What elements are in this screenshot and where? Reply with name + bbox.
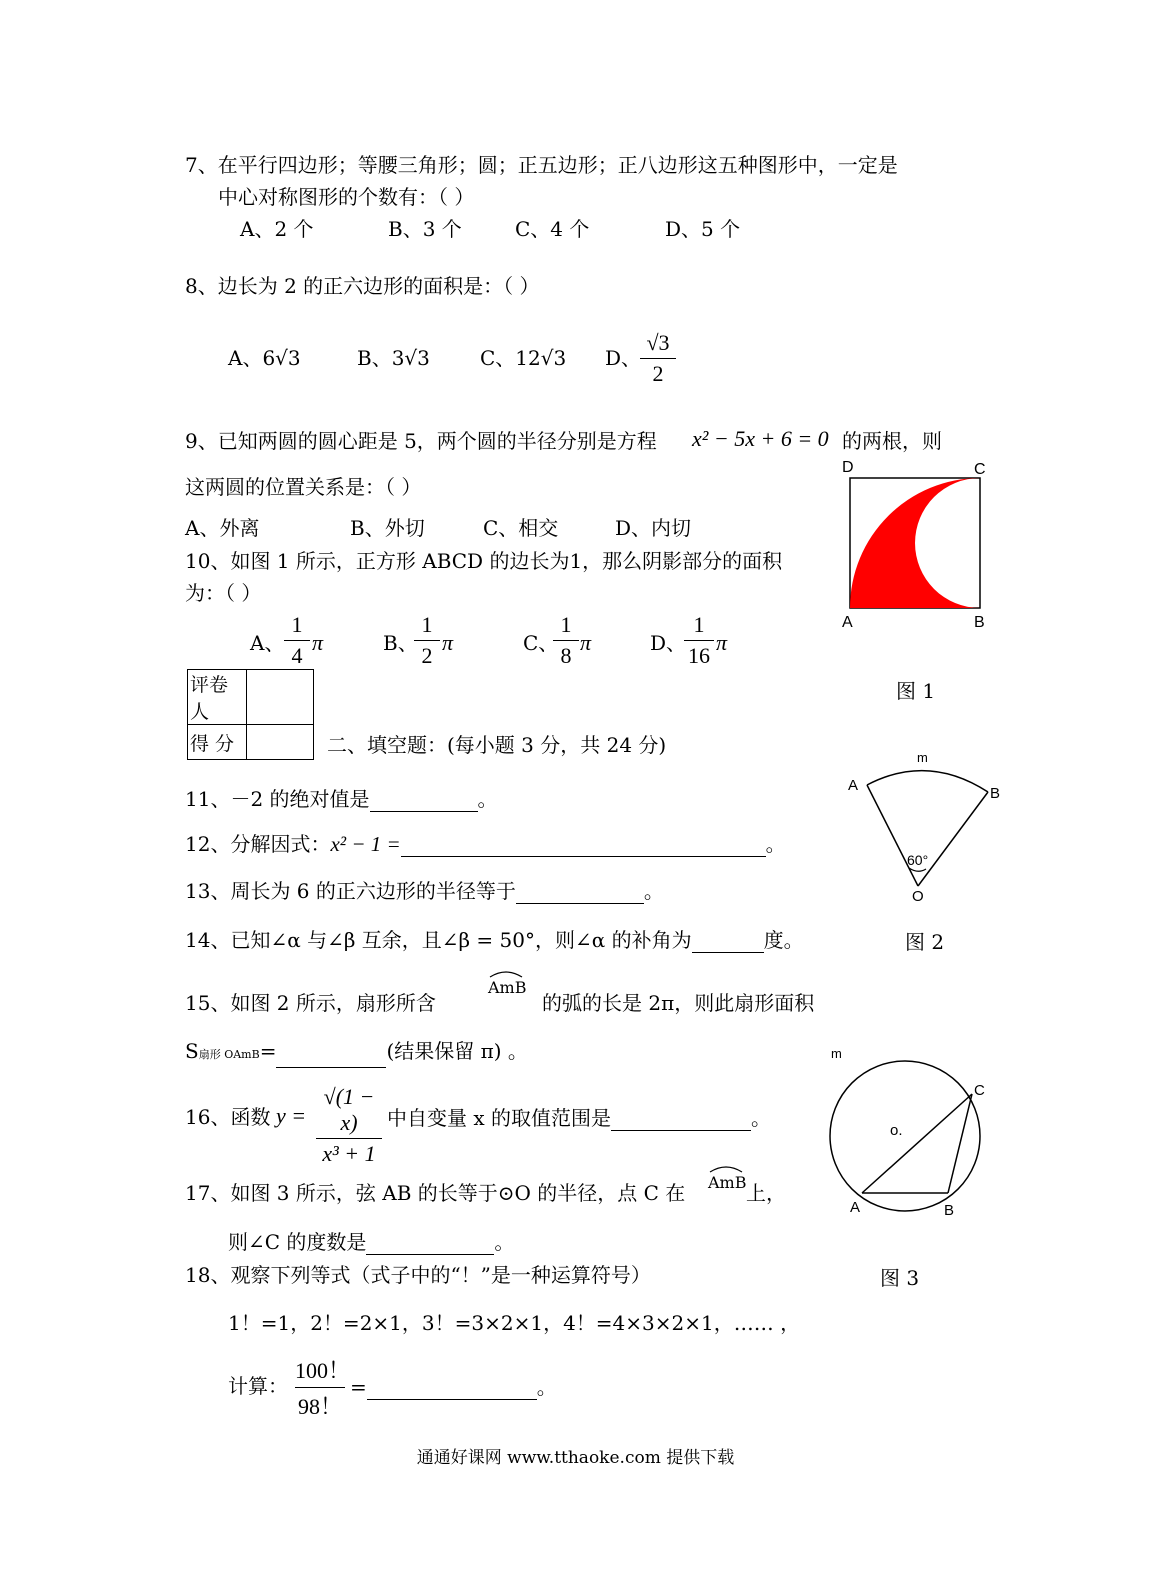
q11-answer-blank[interactable]: [370, 785, 478, 812]
fig2-label-b: B: [990, 785, 1001, 802]
q8-option-d-numerator: √3: [646, 330, 670, 355]
q16-suffix: 。: [751, 1106, 771, 1130]
fig2-radius-ob: [918, 792, 988, 886]
q9-option-c: C、相交: [483, 516, 559, 540]
score-table-grader-cell[interactable]: [247, 670, 314, 725]
q18-suffix: 。: [536, 1375, 557, 1399]
q14-suffix: 度。: [763, 928, 804, 952]
q18-eq: =: [350, 1375, 367, 1399]
figure-2-sector: [840, 748, 1015, 908]
score-table: [187, 669, 314, 760]
q18-denominator: 98！: [297, 1394, 342, 1419]
fig3-label-m: m: [831, 1046, 842, 1061]
q10-option-c-denominator: 8: [560, 643, 572, 668]
q18-line2: 1！=1，2！=2×1，3！=3×2×1，4！=4×3×2×1，…… ，: [228, 1311, 801, 1335]
q10-option-c-pi: π: [580, 630, 592, 655]
q18-fraction: [295, 1354, 351, 1421]
q18-answer-blank[interactable]: [367, 1373, 537, 1400]
fig1-label-d: D: [842, 459, 854, 476]
q16-prefix: 16、函数: [185, 1105, 271, 1129]
q18-numerator: 100！: [295, 1358, 351, 1383]
q9-line1a: 9、已知两圆的圆心距是 5，两个圆的半径分别是方程: [185, 429, 657, 453]
q18-line1: 18、观察下列等式（式子中的“！”是一种运算符号）: [185, 1263, 651, 1287]
fig2-angle-mark: [909, 868, 926, 871]
q17-arc-label: [708, 1170, 746, 1196]
fig1-label-b: B: [974, 614, 985, 631]
q10-option-c-fraction: [553, 612, 579, 669]
score-table-score-cell[interactable]: [247, 725, 314, 760]
figure-2-caption: 图 2: [905, 930, 945, 954]
q13-text: 13、周长为 6 的正六边形的半径等于: [185, 879, 516, 903]
q16-fraction: [316, 1084, 382, 1167]
q16-rest: [387, 1104, 771, 1131]
q15-arc-label: [488, 975, 526, 1001]
page-footer: 通通好课网 www.tthaoke.com 提供下载: [416, 1448, 735, 1468]
q10-option-d-label: D、: [650, 631, 687, 655]
q17-suffix: 。: [494, 1230, 515, 1254]
q15-arc-symbol: [488, 970, 524, 978]
q14: [185, 926, 804, 953]
q15-s: S: [185, 1039, 199, 1063]
q10-option-c-label: C、: [523, 631, 559, 655]
q14-text: 14、已知∠α 与∠β 互余，且∠β = 50°，则∠α 的补角为: [185, 928, 692, 952]
q10-option-c-numerator: 1: [560, 612, 572, 637]
q10-option-a-denominator: 4: [291, 643, 303, 668]
q10-option-d-pi: π: [716, 630, 728, 655]
q8-stem: 8、边长为 2 的正六边形的面积是：（ ）: [185, 274, 540, 298]
q10-line2: 为：（ ）: [185, 581, 262, 605]
q10-option-a-fraction: [284, 612, 310, 669]
figure-1-square: [835, 455, 1005, 635]
fig3-label-c: C: [974, 1082, 985, 1099]
q15-answer-blank[interactable]: [276, 1041, 386, 1068]
q15-subscript: 扇形 OAmB: [198, 1048, 260, 1061]
q16-answer-blank[interactable]: [611, 1104, 751, 1131]
score-table-score-label: 得 分: [188, 725, 247, 760]
q14-answer-blank[interactable]: [692, 926, 764, 953]
q8-option-d-denominator: 2: [652, 361, 664, 386]
fig1-label-a: A: [842, 614, 853, 631]
fig2-angle-label: 60°: [907, 852, 929, 868]
q17-line2-text: 则∠C 的度数是: [228, 1230, 367, 1254]
q10-option-a-label: A、: [250, 631, 285, 655]
q7-option-c: C、4 个: [515, 217, 590, 241]
q9-option-b: B、外切: [350, 516, 425, 540]
figure-3-circle: [818, 1040, 1018, 1225]
q7-option-d: D、5 个: [665, 217, 741, 241]
q7-option-b: B、3 个: [388, 217, 462, 241]
fig3-label-a: A: [850, 1199, 861, 1216]
q9-option-d: D、内切: [615, 516, 692, 540]
q15-line2: [185, 1038, 528, 1068]
q10-option-d-fraction: [684, 612, 714, 669]
q15-line1b: 的弧的长是 2π，则此扇形面积: [542, 991, 815, 1015]
q10-option-b-pi: π: [442, 630, 454, 655]
q8-option-c: C、12√3: [480, 346, 567, 370]
q10-option-b-numerator: 1: [421, 612, 433, 637]
q11: [185, 785, 498, 812]
q17-line2: [228, 1228, 514, 1255]
fig2-label-a: A: [848, 777, 859, 794]
q18-calc-label: 计算：: [228, 1374, 288, 1398]
q11-text: 11、－2 的绝对值是: [185, 787, 370, 811]
fig1-shaded-region: [850, 478, 980, 608]
q7-option-a: A、2 个: [240, 217, 314, 241]
q12-answer-blank[interactable]: [401, 830, 766, 857]
figure-3-caption: 图 3: [880, 1266, 920, 1290]
fig1-label-c: C: [974, 461, 986, 478]
q10-option-d-denominator: 16: [688, 643, 710, 668]
q10-option-b-label: B、: [383, 631, 418, 655]
q10-option-d-numerator: 1: [693, 612, 705, 637]
q16-lhs: y =: [276, 1103, 307, 1128]
q7-line1: 7、在平行四边形；等腰三角形；圆；正五边形；正八边形这五种图形中，一定是: [185, 153, 898, 177]
q9-option-a: A、外离: [185, 516, 260, 540]
q7-line2: 中心对称图形的个数有：（ ）: [218, 185, 475, 209]
q13-suffix: 。: [643, 879, 664, 903]
q15-arc-text: AmB: [488, 978, 527, 997]
q9-line1b: 的两根，则: [842, 429, 942, 453]
q10-option-a-pi: π: [312, 630, 324, 655]
q17-line1b: 上，: [746, 1181, 786, 1205]
fig3-chord-ac: [862, 1094, 972, 1193]
fig2-radius-oa: [867, 785, 918, 886]
q10-line1: 10、如图 1 所示，正方形 ABCD 的边长为1，那么阴影部分的面积: [185, 549, 783, 573]
q12: [185, 830, 786, 857]
q15-eq: =: [259, 1039, 277, 1063]
q15-line1a: 15、如图 2 所示，扇形所含: [185, 991, 436, 1015]
q17-arc-text: AmB: [708, 1173, 747, 1192]
fig3-chord-bc: [948, 1094, 972, 1193]
q16-middle: 中自变量 x 的取值范围是: [387, 1106, 611, 1130]
q8-option-a: A、6√3: [228, 346, 301, 370]
q13: [185, 877, 664, 904]
q8-option-b: B、3√3: [357, 346, 430, 370]
q16-denominator: x³ + 1: [322, 1141, 376, 1166]
fig2-label-m: m: [917, 750, 928, 765]
q11-suffix: 。: [477, 787, 498, 811]
q17-arc-symbol: [708, 1165, 744, 1173]
q12-expression: x² − 1 =: [330, 832, 401, 856]
figure-1-caption: 图 1: [896, 679, 936, 703]
q8-option-d-label: D、: [605, 346, 642, 370]
q9-equation: x² − 5x + 6 = 0: [692, 426, 829, 451]
q12-text: 12、分解因式：: [185, 832, 331, 856]
q8-option-d-fraction: [640, 330, 676, 387]
q10-option-b-denominator: 2: [421, 643, 433, 668]
section-2-title: 二、填空题：(每小题 3 分，共 24 分): [327, 733, 667, 757]
q13-answer-blank[interactable]: [516, 877, 644, 904]
q18-answer-line: [350, 1373, 557, 1400]
q9-line2: 这两圆的位置关系是：（ ）: [185, 475, 422, 499]
q17-line1a: 17、如图 3 所示，弦 AB 的长等于⊙O 的半径，点 C 在: [185, 1181, 686, 1205]
q17-answer-blank[interactable]: [366, 1228, 494, 1255]
fig3-label-o: o.: [890, 1122, 903, 1139]
q15-suffix: (结果保留 π) 。: [386, 1039, 528, 1063]
fig3-circle-outline: [830, 1061, 980, 1211]
score-table-grader-label: 评卷人: [188, 670, 247, 725]
q10-option-a-numerator: 1: [291, 612, 303, 637]
q10-option-b-fraction: [414, 612, 440, 669]
fig2-label-o: O: [912, 888, 924, 905]
fig2-arc: [867, 771, 988, 792]
fig3-label-b: B: [944, 1202, 955, 1219]
q16-numerator: √(1 − x): [323, 1084, 375, 1135]
q12-suffix: 。: [765, 832, 786, 856]
